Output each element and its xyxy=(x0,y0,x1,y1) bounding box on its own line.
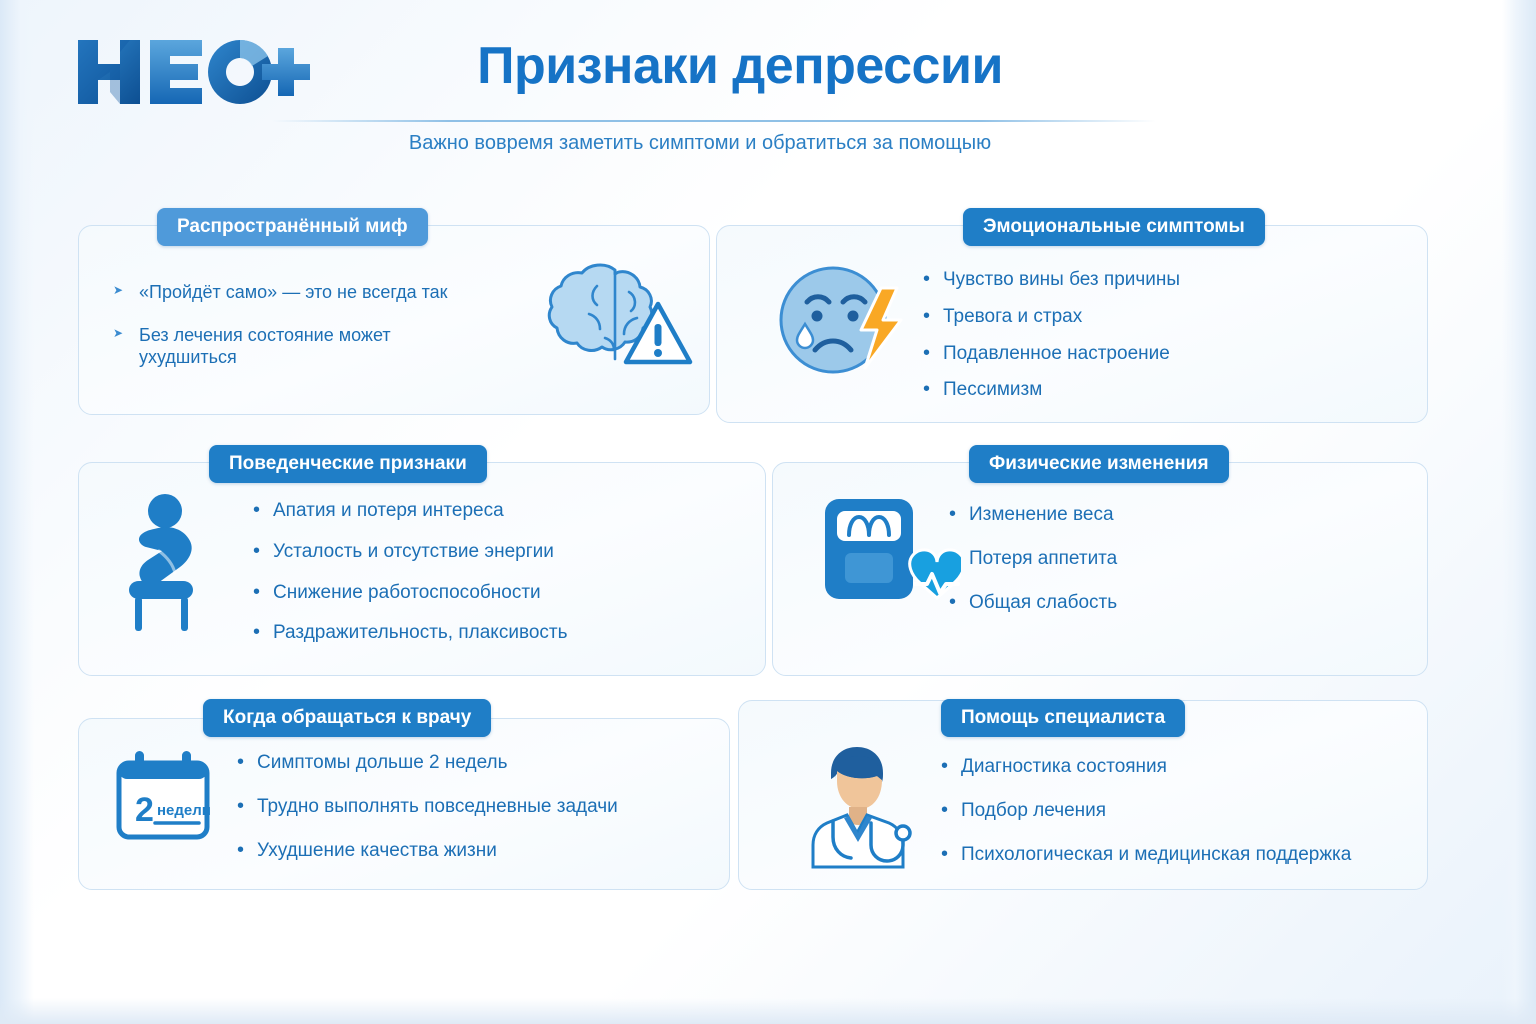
sad-face-icon xyxy=(769,252,919,397)
page-subtitle: Важно вовремя заметить симптоми и обратиться за помощыю xyxy=(408,132,992,154)
doctor-icon xyxy=(787,741,937,876)
card-myth-chip: Распространённый миф xyxy=(157,208,428,246)
list-item: • Симптомы дольше 2 недель xyxy=(235,751,695,775)
list-item: ➤ Без лечения состояние может ухудшиться xyxy=(113,324,483,369)
left-edge-gradient xyxy=(0,0,34,1024)
list-item: • Потеря аппетита xyxy=(947,547,1387,571)
bottom-edge-gradient xyxy=(0,998,1536,1024)
list-item: • Апатия и потеря интереса xyxy=(251,499,711,523)
list-item: • Ухудшение качества жизни xyxy=(235,839,695,863)
right-edge-gradient xyxy=(1502,0,1536,1024)
card-behavioral xyxy=(78,453,766,676)
list-item: • Чувство вины без причины xyxy=(921,268,1391,292)
list-item: • Трудно выполнять повседневные задачи xyxy=(235,795,695,819)
list-item: ➤ «Пройдёт само» — это не всегда так xyxy=(113,281,483,304)
list-item: • Усталость и отсутствие энергии xyxy=(251,540,711,564)
card-when-to-see-doctor xyxy=(78,707,730,890)
title-divider xyxy=(272,120,1156,122)
card-emotional-chip: Эмоциональные симптомы xyxy=(963,208,1265,246)
list-item: • Раздражительность, плаксивость xyxy=(251,621,711,645)
card-emotional xyxy=(716,216,1428,423)
brain-warning-icon xyxy=(519,252,699,397)
card-specialist-help-chip: Помощь специалиста xyxy=(941,699,1185,737)
card-emotional-list xyxy=(921,268,1391,402)
sitting-person-icon xyxy=(107,487,247,642)
card-physical-list xyxy=(947,503,1387,614)
card-specialist-help-list xyxy=(939,755,1409,866)
list-item: • Изменение веса xyxy=(947,503,1387,527)
calendar-icon xyxy=(105,745,223,860)
card-myth-list xyxy=(113,281,483,369)
list-item: • Пессимизм xyxy=(921,378,1391,402)
card-physical-chip: Физические изменения xyxy=(969,445,1229,483)
list-item: • Подавленное настроение xyxy=(921,342,1391,366)
list-item: • Снижение работоспособности xyxy=(251,581,711,605)
card-behavioral-chip: Поведенческие признаки xyxy=(209,445,487,483)
list-item: • Психологическая и медицинская поддержка xyxy=(939,843,1409,867)
list-item: • Диагностика состояния xyxy=(939,755,1409,779)
page-title: Признаки депрессии xyxy=(477,37,1003,95)
card-specialist-help xyxy=(738,700,1428,890)
scale-heartbeat-icon xyxy=(811,483,961,628)
calendar-number: 2 xyxy=(135,791,154,829)
list-item: • Общая слабость xyxy=(947,591,1387,615)
card-myth xyxy=(78,216,710,415)
list-item: • Подбор лечения xyxy=(939,799,1409,823)
neo-logo xyxy=(72,32,312,112)
calendar-word: недели xyxy=(157,802,212,819)
card-when-to-see-doctor-chip: Когда обращаться к врачу xyxy=(203,699,491,737)
card-when-to-see-doctor-list xyxy=(235,751,695,862)
card-physical xyxy=(772,453,1428,676)
card-behavioral-list xyxy=(251,499,711,645)
list-item: • Тревога и страх xyxy=(921,305,1391,329)
